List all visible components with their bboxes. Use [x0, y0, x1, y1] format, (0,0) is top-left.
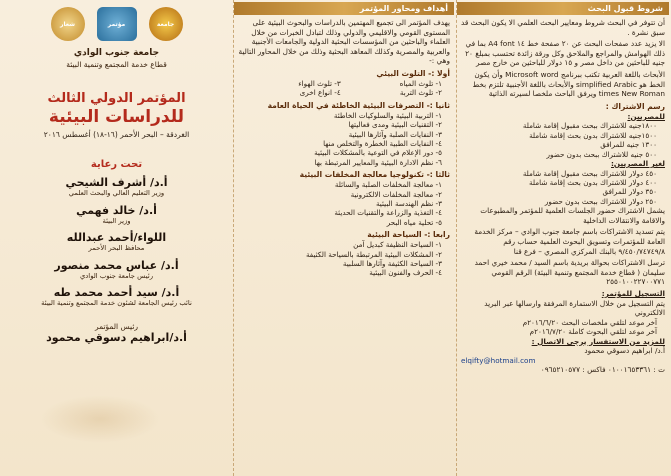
- egyptian-fee: ١٨٠٠جنيه للاشتراك ببحث مقبول إقامة شاملة: [522, 121, 657, 131]
- axis-4-title: رابعا :- السياحة البيئية: [367, 230, 450, 240]
- conference-place-date: الغردقة – البحر الأحمر (١٦-١٨) أغسطس ٢٠١٦: [43, 130, 190, 139]
- egyptian-fee: ٥٠٠ جنيه للاشتراك ببحث بدون حضور: [546, 149, 657, 159]
- registration-label: التسجيل للمؤتمر:: [601, 288, 665, 298]
- contact-name: أ.د/ ابراهيم دسوقي محمود: [584, 346, 665, 356]
- person-name: أ.د/ أشرف الشيحي: [65, 176, 168, 189]
- conditions-header: شروط قبول البحث: [457, 2, 669, 15]
- axis-item: ٣- السياحة الكثيفة وآثارها السلبية: [342, 259, 442, 269]
- person-role: وزير التعليم العالي والبحث العلمي: [68, 189, 165, 197]
- egyptian-fee: ١٥٠٠جنيه للاشتراك بدون بحث إقامة شاملة: [529, 130, 657, 140]
- sector-name: قطاع خدمة المجتمع وتنمية البيئة: [66, 60, 167, 69]
- condition-3: الأبحاث باللغة العربية تكتب ببرنامج Microsoft word وأن يكون الخط هو simplified Arabic والأبحاث باللغة الأجنبية تلتزم بخط times New Roman ويرفق الباحث ملخصا لسيرته الذاتية: [472, 69, 665, 99]
- egyptians-label: للمصريين:: [627, 111, 665, 121]
- acceptance-conditions-panel: [456, 0, 671, 476]
- axis-item: ٣- نظم الهندسة البيئية: [375, 199, 442, 209]
- axis-item: ٢- تلوث التربة: [399, 88, 442, 98]
- axis-item: ٤- الحرف والفنون البيئية: [369, 268, 442, 278]
- axis-item: ٣- تلوث الهواء: [298, 78, 341, 88]
- condition-1: أن تتوفر في البحث شروط ومعايير البحث العلمي الا يكون البحث قد سبق نشرة .: [461, 18, 665, 37]
- axis-item: ٤- التغذية والزراعة والتقنيات الحديثة: [334, 208, 442, 218]
- foreigner-fee: ٤٠٠ دولار للاشتراك بدون بحث إقامة شاملة: [529, 177, 657, 187]
- objectives-header: أهداف ومحاور المؤتمر: [234, 2, 454, 15]
- person-name: أ.د/ عباس محمد منصور: [54, 258, 179, 272]
- foreigner-fee: ٣٥٠ دولار للمرافق: [602, 187, 657, 197]
- conference-head-name: أ.د/ابراهيم دسوقي محمود: [46, 330, 187, 344]
- axis-item: ٥- دور الإعلام في التوعية بالمشكلات البيئية: [314, 148, 442, 158]
- axis-item: ٣- النفايات الصلبة وآثارها البيئية: [348, 129, 442, 139]
- person-role: وزير البيئة: [102, 216, 131, 225]
- person-name: أ.د/ خالد فهمي: [76, 203, 157, 217]
- university-name: جامعة جنوب الوادي: [73, 48, 160, 58]
- payment-postal: ترسل الاشتراكات بحوالة بريدية باسم السيد / محمد خيري احمد سليمان ( قطاع خدمة المجتمع وتنمية البيئة) الرقم القومي ٢٥٥٠١٠٠٢٢٧٠٠٧٧١: [474, 258, 665, 287]
- fee-includes: يشمل الاشتراك حضور الجلسات العلمية للمؤتمر والمطبوعات والاقامة والانتقالات الداخلية: [480, 206, 665, 225]
- logos-row: [4, 6, 229, 42]
- axis-item: ٢- معالجة المخلفات الالكترونية: [350, 189, 442, 199]
- conference-title: المؤتمر الدولي الثالث: [47, 91, 186, 106]
- emblem-logo: شعار: [51, 7, 85, 41]
- axis-item: ٤- انواع اخرى: [299, 88, 341, 98]
- foreigners-label: لغير المصريين:: [611, 158, 665, 168]
- patron-person: [4, 204, 229, 226]
- axis-item: ٢- المشكلات البيئية المرتبطة بالسياحة الكثيفة: [305, 249, 442, 259]
- axis-1-title: أولا :- التلوث البيئي: [376, 68, 450, 78]
- patron-person: [4, 259, 229, 281]
- axis-3-title: ثالثا :- تكنولوجيا معالجة المخلفات البيئية: [299, 170, 450, 180]
- axis-item: ٤- النفايات الطبية الخطرة والتخلص منها: [323, 139, 442, 148]
- foreigner-fee: ٢٥٠ دولار للاشتراك ببحث بدون حضور: [544, 196, 657, 206]
- person-role: رئيس جامعة جنوب الوادي: [79, 271, 154, 280]
- objectives-intro: يهدف المؤتمر الى تجميع المهتمين بالدراسات والبحوث البيئية على المستوى القومي والاقليمي والدولي وذلك لتبادل الخبرات من خلال العلماء والباحثين من المؤسسات البحثية الدولية والجامعات الأجنبية والعربية والمصرية وكذلك المعاهد البحثية وذلك من خلال المحاور التالية وهي :-: [238, 18, 450, 66]
- axis-2-title: ثانيا :- التصرفات البيئية الخاطئة في الحياة العامة: [267, 100, 450, 110]
- contact-label: للمزيد من الاستفسار يرجى الاتصال :: [531, 336, 665, 346]
- person-role: محافظ البحر الأحمر: [88, 244, 145, 252]
- axis-item: ١- تلوث المياه: [399, 78, 442, 88]
- axis-item: ١- معالجة المخلفات الصلبة والسائلة: [334, 180, 442, 190]
- patron-person: [4, 286, 229, 308]
- conference-subtitle: للدراسات البيئية: [48, 107, 185, 127]
- deadline-abstracts: آخر موعد لتلقي ملخصات البحث ٢٠١٦/٦/٢٠م: [522, 317, 657, 327]
- contact-phone: ت : ٠١٠٠١٦٥٣٣٦١ فاكس : ٠٩٦٥٢١٠٥٧٧: [540, 365, 665, 375]
- payment-bank: يتم تسديد الاشتراكات باسم جامعة جنوب الوادي – مركز الخدمة العامة للمؤتمرات وتسويق البحوث العلمية حساب رقم ٩/٤٥٠/٧٤٧٤٩/٨ بالبنك المركزي المصري – فرع قنا: [474, 227, 665, 256]
- condition-2: الا يزيد عدد صفحات البحث عن ٢٠ صفحة خط ١٤ A4 font بما في ذلك الهوامش والمراجع والملاحق وكل ورقة زائدة تحتسب بمبلغ ٢٠ جنيه للباحثين من داخل مصر و ١٥ دولار للباحثين من خارج مصر: [465, 39, 665, 68]
- person-name: أ.د/ سيد أحمد محمد طه: [53, 286, 180, 299]
- patron-person: [4, 231, 229, 253]
- registration-text: يتم التسجيل من خلال الاستمارة المرفقة وارسالها عبر البريد الالكتروني: [484, 298, 665, 318]
- objectives-panel: [233, 0, 456, 476]
- deadline-full-papers: آخر موعد لتلقي البحوث كاملة ٢٠١٦/٧/٢٠م: [529, 327, 657, 337]
- patron-person: [4, 176, 229, 198]
- university-logo: جامعة: [149, 7, 183, 41]
- axis-item: ٦- نظم الادارة البيئية والمعايير المرتبطة بها: [314, 157, 442, 167]
- axis-item: ١- السياحة النظيفة كبديل آمن: [353, 240, 442, 250]
- watermark-decoration: [40, 395, 160, 443]
- conference-head-label: رئيس المؤتمر: [94, 321, 139, 331]
- axis-item: ٥- تحلية مياه البحر: [386, 217, 442, 227]
- person-role: نائب رئيس الجامعة لشئون خدمة المجتمع وتنمية البيئة: [41, 299, 192, 307]
- person-name: اللواء/أحمد عبدالله: [66, 231, 167, 244]
- patronage-label: تحت رعاية: [90, 159, 143, 170]
- axis-item: ٢- التقنيات البيئية ومدى فعاليتها: [348, 120, 442, 130]
- fees-title: رسم الاشتراك :: [605, 101, 665, 111]
- egyptian-fee: ١٣٠٠ جنيه للمرافق: [600, 140, 657, 150]
- conference-logo: مؤتمر: [97, 7, 137, 41]
- contact-email[interactable]: elqifty@hotmail.com: [461, 355, 536, 365]
- axis-item: ١- التربية البيئية والسلوكيات الخاطئة: [333, 110, 442, 120]
- foreigner-fee: ٤٥٠ دولار للاشتراك ببحث مقبول إقامة شاملة: [522, 168, 657, 178]
